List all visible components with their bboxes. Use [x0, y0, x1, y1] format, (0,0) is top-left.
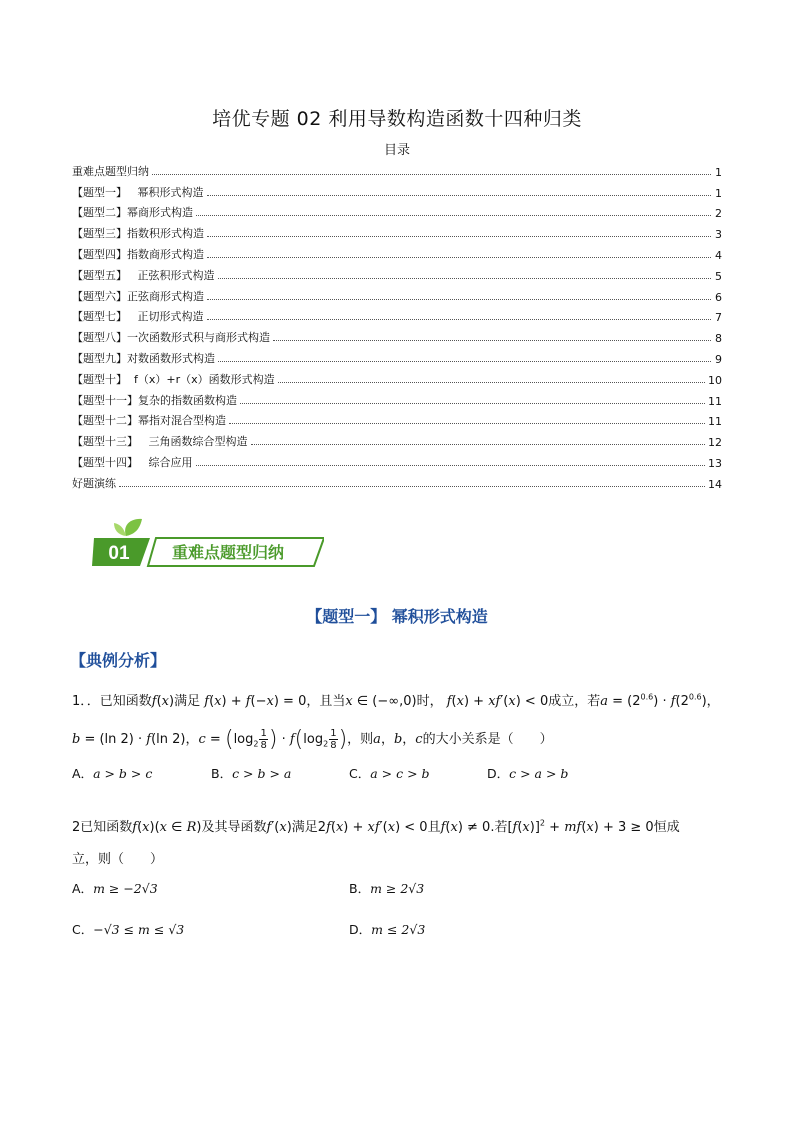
toc-leader-dots — [278, 382, 705, 383]
toc-entry-label: 【题型五】 正弦积形式构造 — [72, 268, 215, 282]
q2-option-b[interactable]: B．m ≥ 2√3 — [349, 881, 425, 896]
toc-leader-dots — [207, 236, 711, 237]
toc-entry-page: 1 — [715, 165, 722, 179]
toc-entry-page: 2 — [715, 207, 722, 221]
toc-leader-dots — [251, 444, 706, 445]
q2-option-d[interactable]: D．m ≤ 2√3 — [349, 922, 426, 937]
toc-entry[interactable] — [72, 200, 722, 221]
example-heading: 【典例分析】 — [70, 651, 167, 670]
toc-entry-label: 【题型四】指数商形式构造 — [72, 247, 204, 261]
toc-leader-dots — [207, 299, 711, 300]
toc-entry[interactable] — [72, 470, 722, 491]
toc-leader-dots — [152, 174, 711, 175]
toc-entry[interactable] — [72, 262, 722, 283]
banner-number: 01 — [108, 543, 130, 564]
toc-entry-page: 1 — [715, 186, 722, 200]
toc-entry[interactable] — [72, 283, 722, 304]
toc-entry[interactable] — [72, 345, 722, 366]
q2-option-c[interactable]: C．−√3 ≤ m ≤ √3 — [72, 922, 185, 937]
toc-entry-label: 重难点题型归纳 — [72, 164, 149, 178]
toc-entry-label: 【题型一】 幂积形式构造 — [72, 185, 204, 199]
toc-entry[interactable] — [72, 179, 722, 200]
toc-entry-label: 【题型七】 正切形式构造 — [72, 310, 204, 324]
toc-entry-label: 【题型十四】 综合应用 — [72, 455, 193, 469]
toc-entry-page: 8 — [715, 332, 722, 346]
toc-entry-page: 11 — [708, 394, 722, 408]
toc-leader-dots — [207, 195, 712, 196]
toc-entry[interactable] — [72, 428, 722, 449]
toc-entry-label: 【题型二】幂商形式构造 — [72, 206, 193, 220]
toc-entry-label: 好题演练 — [72, 476, 116, 490]
toc-entry[interactable] — [72, 449, 722, 470]
toc-entry-label: 【题型八】一次函数形式积与商形式构造 — [72, 331, 270, 345]
toc-entry[interactable] — [72, 324, 722, 345]
toc-entry-page: 10 — [708, 373, 722, 387]
toc-entry-page: 11 — [708, 415, 722, 429]
toc-entry-page: 13 — [708, 456, 722, 470]
toc-entry-page: 12 — [708, 436, 722, 450]
toc-entry[interactable] — [72, 241, 722, 262]
q1-option-c[interactable]: C．a > c > b — [349, 766, 430, 781]
toc-entry-label: 【题型九】对数函数形式构造 — [72, 351, 215, 365]
section-title: 【题型一】 幂积形式构造 — [306, 607, 488, 626]
toc-leader-dots — [196, 465, 706, 466]
toc-entry[interactable] — [72, 304, 722, 325]
toc-entry-page: 6 — [715, 290, 722, 304]
toc-leader-dots — [119, 486, 705, 487]
toc-entry-page: 14 — [708, 477, 722, 491]
toc-leader-dots — [218, 361, 711, 362]
toc-heading: 目录 — [383, 143, 410, 158]
toc-entry-page: 4 — [715, 248, 722, 262]
toc-entry-page: 5 — [715, 269, 722, 283]
toc-entry-label: 【题型十三】 三角函数综合型构造 — [72, 435, 248, 449]
q1-option-b[interactable]: B．c > b > a — [211, 766, 292, 781]
toc-leader-dots — [273, 340, 711, 341]
toc-entry[interactable] — [72, 158, 722, 179]
toc-entry[interactable] — [72, 408, 722, 429]
q2-option-a[interactable]: A．m ≥ −2√3 — [72, 881, 158, 896]
q1-option-d[interactable]: D．c > a > b — [487, 766, 569, 781]
toc-entry-label: 【题型十二】幂指对混合型构造 — [72, 414, 226, 428]
q2-line2: 立，则（ ） — [72, 852, 164, 867]
toc-entry[interactable] — [72, 220, 722, 241]
toc-entry-page: 9 — [715, 352, 722, 366]
banner-text: 重难点题型归纳 — [172, 543, 285, 562]
toc-entry[interactable] — [72, 387, 722, 408]
toc-leader-dots — [207, 257, 711, 258]
toc-leader-dots — [207, 319, 712, 320]
toc-entry-page: 3 — [715, 228, 722, 242]
toc-leader-dots — [196, 215, 711, 216]
toc-entry-label: 【题型六】正弦商形式构造 — [72, 289, 204, 303]
q1-line1: 1．．已知函数f(x)满足 f(x) + f(−x) = 0，且当x ∈ (−∞,0)时， f(x) + xf′(x) < 0成立，若$a = (2^{0.6}) \cdot f(2^{0.6})$， — [72, 692, 720, 709]
q2-line1: 2已知函数f(x)(x ∈ R)及其导函数f′(x)满足2f(x) + xf′(x) < 0且f(x) ≠ 0.若$[f(x)]^2 + mf(x) + 3 \ge 0$恒成 — [72, 818, 680, 835]
toc-entry-label: 【题型十一】复杂的指数函数构造 — [72, 393, 237, 407]
section-banner — [92, 518, 324, 570]
toc-entry-label: 【题型三】指数积形式构造 — [72, 227, 204, 241]
toc-entry-page: 7 — [715, 311, 722, 325]
q1-option-a[interactable]: A．a > b > c — [72, 766, 153, 781]
leaf-icon — [125, 519, 142, 536]
toc-entry[interactable] — [72, 366, 722, 387]
page-title: 培优专题 02 利用导数构造函数十四种归类 — [212, 108, 582, 130]
toc-leader-dots — [240, 403, 705, 404]
toc-leader-dots — [229, 423, 705, 424]
toc-entry-label: 【题型十】 f（x）+r（x）函数形式构造 — [72, 372, 275, 386]
q1-line2: b = (ln 2) · f(ln 2)，$c = (\log_2$ $\frac{1}{8}$ ) · $f(\log_2$ $\frac{1}{8}$ )，则a，b，c的大小关系是（ ） — [72, 727, 553, 752]
toc-leader-dots — [218, 278, 712, 279]
table-of-contents — [72, 158, 722, 491]
